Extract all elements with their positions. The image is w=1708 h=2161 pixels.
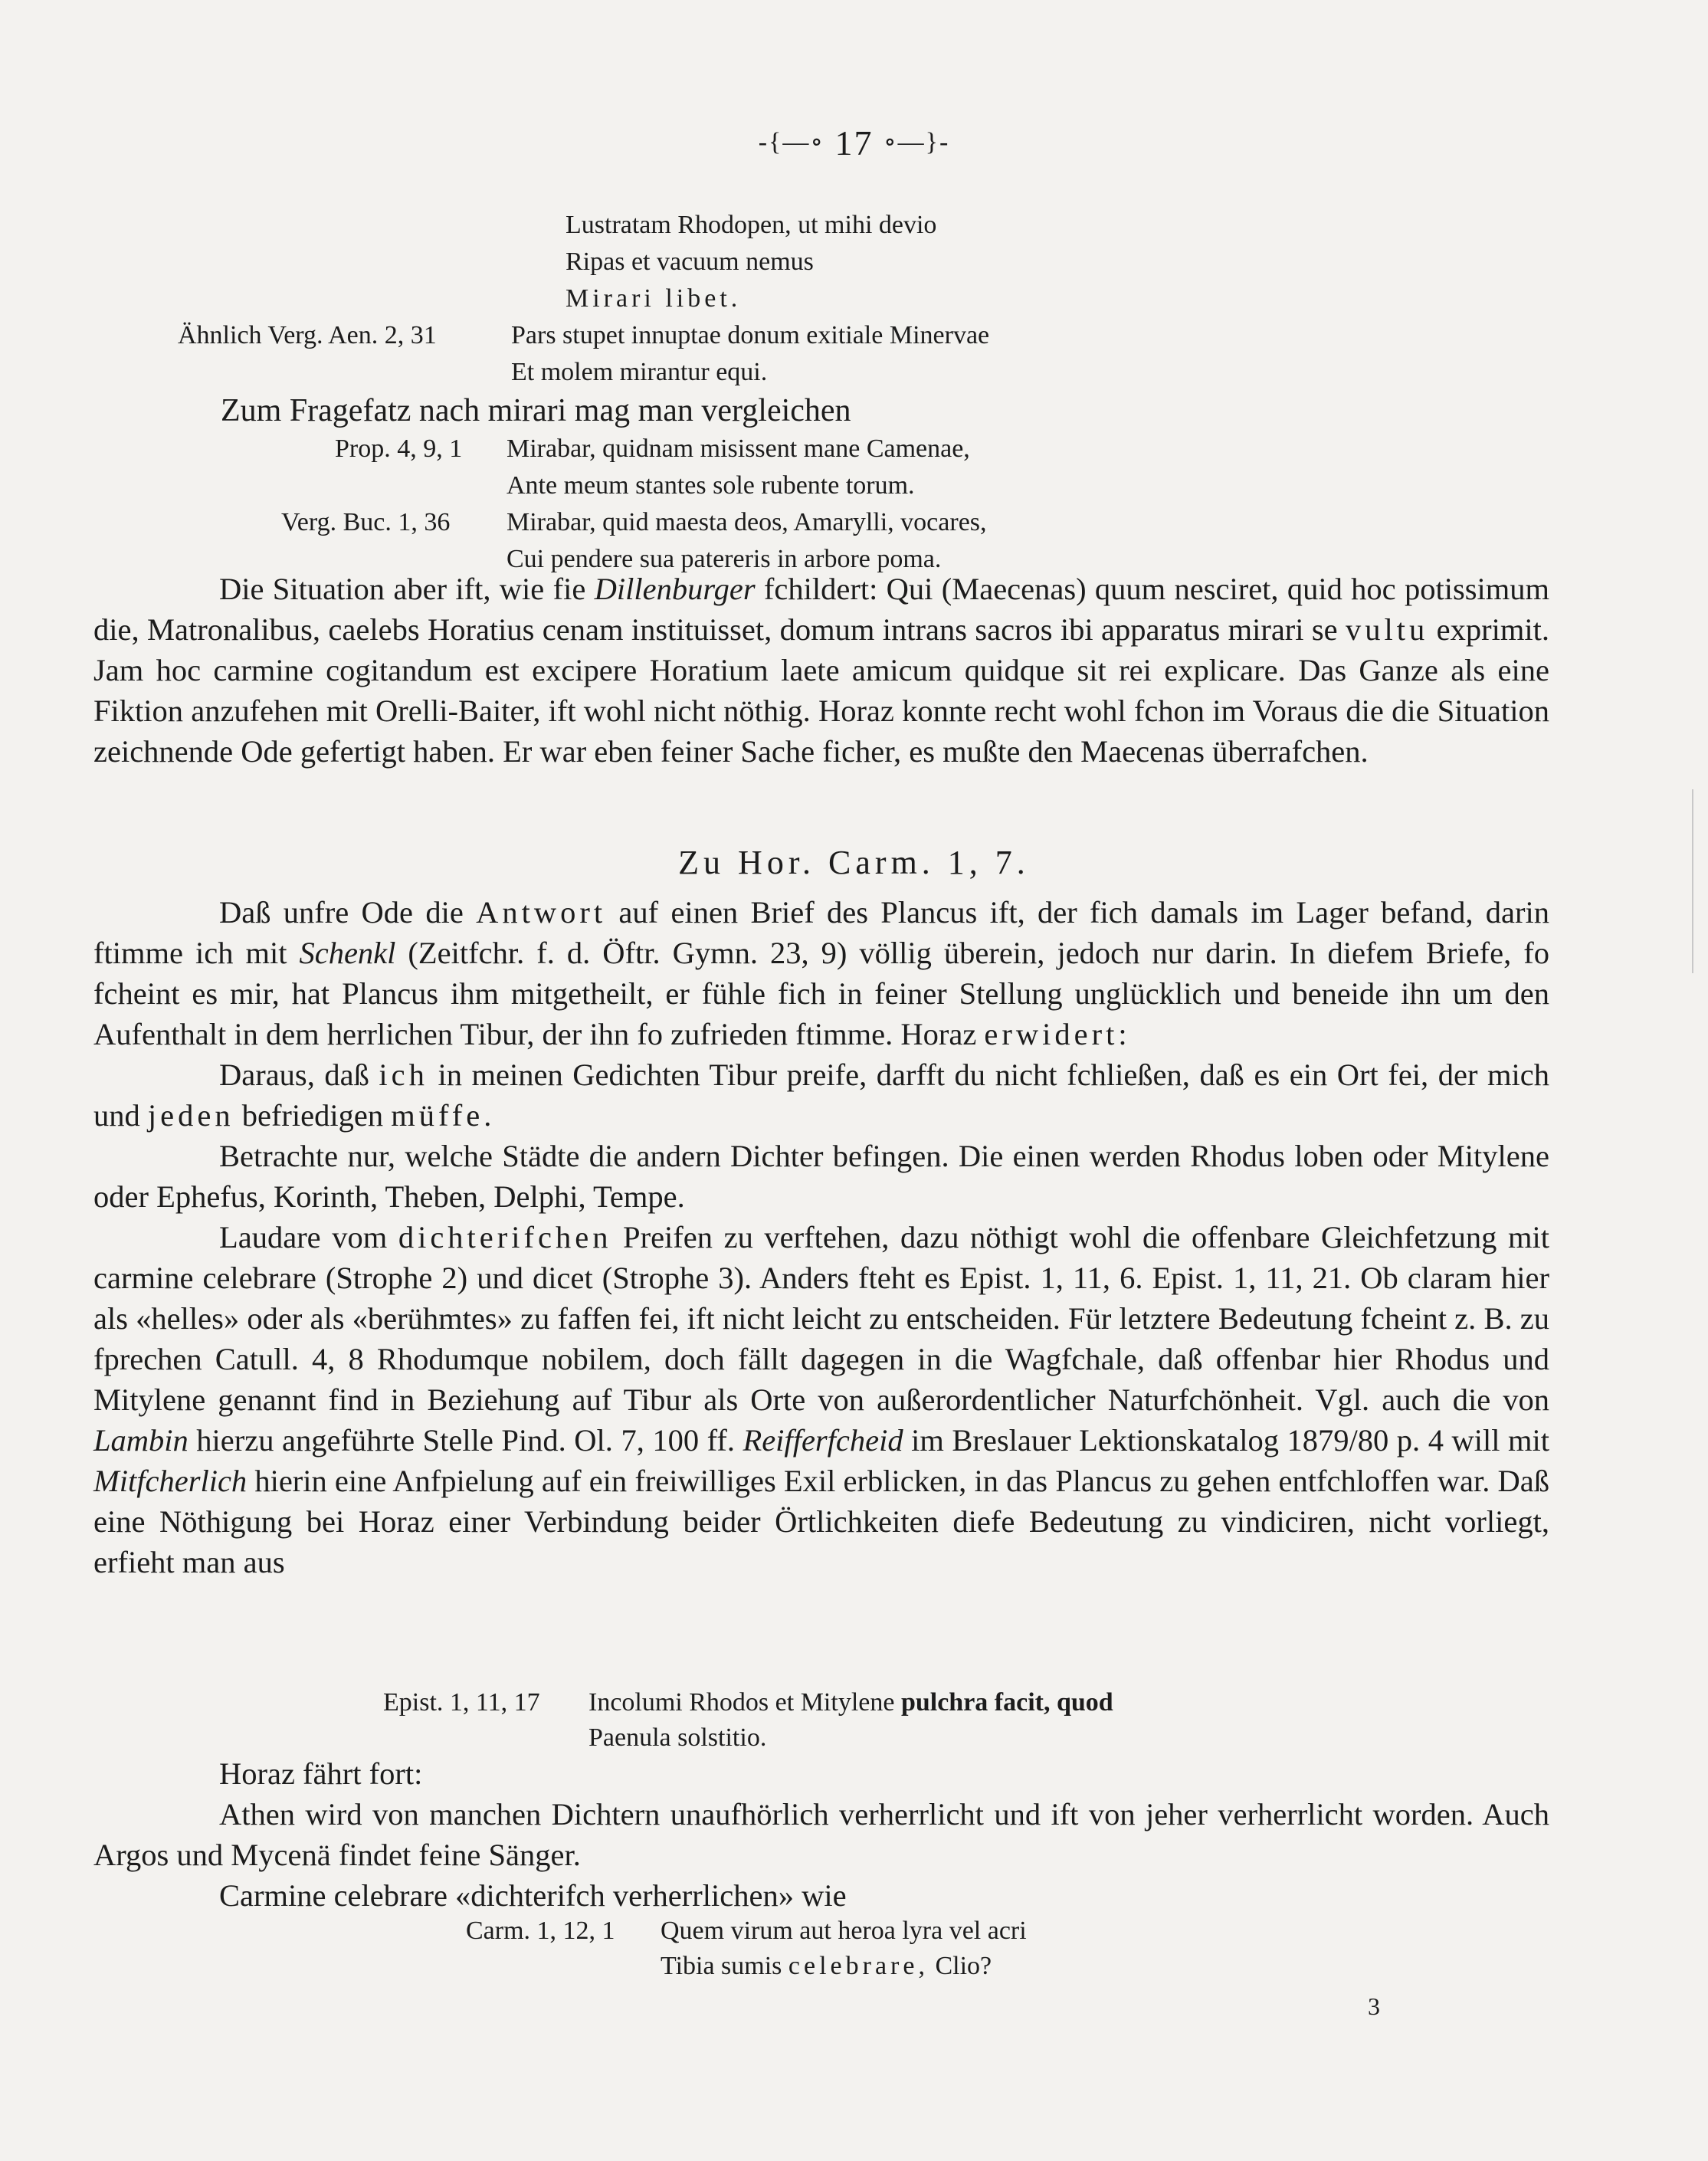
quote-line: Mirari libet. — [566, 284, 742, 313]
author-name: Reifferfcheid — [743, 1423, 903, 1458]
quote-line: Lustratam Rhodopen, ut mihi devio — [566, 211, 937, 239]
paragraph-group-2 — [93, 1753, 1549, 1916]
spaced-text: dichterifchen — [398, 1220, 612, 1254]
text: (Zeitfchr. f. d. Öftr. Gymn. 23, 9) völlig überein, jedoch nur darin. In diefem Briefe, fo fcheint es mir, hat Plancus ihm mitgetheilt, er fühle fich in feiner Stellung unglücklich und beneide ihn um den Aufenthalt in dem herrlichen Tibur, der ihn fo zufrieden ftimme. Horaz — [93, 936, 1549, 1051]
author-name: Schenkl — [299, 936, 396, 970]
citation-ref: Verg. Buc. 1, 36 — [281, 508, 451, 536]
paragraph: Horaz fährt fort: — [219, 1756, 423, 1791]
author-name: Lambin — [93, 1423, 189, 1458]
citation-ref: Prop. 4, 9, 1 — [335, 434, 463, 463]
paragraph-situation — [93, 569, 1549, 772]
spaced-text: vultu — [1346, 612, 1429, 647]
text: exprimit. Jam hoc carmine cogitandum est excipere Horatium laete amicum quidque sit rei explicare. Das Ganze als eine Fiktion anzufehen mit Orelli-Baiter, ift wohl nicht nöthig. Horaz konnte recht wohl fchon im Voraus die die Situation zeichnende Ode gefertigt haben. Er war eben feiner Sache ficher, es mußte den Maecenas überrafchen. — [93, 612, 1549, 769]
text: Tibia sumis — [661, 1952, 782, 1980]
text: Preifen zu verftehen, dazu nöthigt wohl die offenbare Gleichfetzung mit carmine celebrare (Strophe 2) und dicet (Strophe 3). Anders fteht es Epist. 1, 11, 6. Epist. 1, 11, 21. Ob claram hier als «helles» oder als «berühmtes» zu faffen fei, ift nicht leicht zu entscheiden. Für letztere Bedeutung fcheint z. B. zu fprechen Catull. 4, 8 Rhodumque nobilem, doch fällt dagegen in die Wagfchale, daß offenbar hier Rhodus und Mitylene genannt find in Beziehung auf Tibur als Orte von außerordentlicher Naturfchönheit. Vgl. auch die von — [93, 1220, 1550, 1417]
quote-line — [661, 1948, 992, 1985]
signature-mark: 3 — [1368, 1992, 1380, 2020]
margin-line — [1692, 789, 1693, 973]
spaced-text: erwidert: — [984, 1017, 1131, 1051]
section-title: Zu Hor. Carm. 1, 7. — [678, 844, 1030, 881]
spaced-text: Antwort — [476, 895, 607, 930]
text: Daß unfre Ode die — [219, 895, 477, 930]
citation-ref: Carm. 1, 12, 1 — [466, 1917, 615, 1945]
text: Incolumi Rhodos et Mitylene — [588, 1688, 895, 1717]
text: Clio? — [935, 1952, 992, 1980]
quote-line — [588, 1684, 1113, 1721]
paragraph — [93, 892, 1549, 1054]
paragraph — [93, 1217, 1549, 1582]
bold-text: pulchra facit, quod — [900, 1688, 1113, 1717]
quote-line: Et molem mirantur equi. — [511, 358, 768, 386]
text: hierin eine Anfpielung auf ein freiwilliges Exil erblicken, in das Plancus zu gehen entfchloffen war. Daß eine Nöthigung bei Horaz einer Verbindung beider Örtlichkeiten diefe Bedeutung zu vindiciren, nicht vorliegt, erfieht man aus — [93, 1464, 1549, 1579]
text: im Breslauer Lektionskatalog 1879/80 p. 4 will mit — [903, 1423, 1549, 1458]
text: auf einen Brief des Plancus ift, der fich damals im Lager befand, darin ftimme ich mit — [93, 895, 1550, 970]
quote-line: Cui pendere sua patereris in arbore poma. — [506, 545, 942, 573]
quote-line: Mirabar, quidnam misissent mane Camenae, — [506, 434, 970, 463]
page-header — [0, 123, 1708, 163]
quote-line: Paenula solstitio. — [588, 1723, 767, 1752]
page-number: 17 — [834, 123, 874, 162]
quote-line: Ripas et vacuum nemus — [566, 248, 814, 276]
paragraph: Betrachte nur, welche Städte die andern Dichter befingen. Die einen werden Rhodus loben oder Mitylene oder Ephefus, Korinth, Theben, Delphi, Tempe. — [93, 1139, 1549, 1214]
spaced-text: müffe. — [391, 1098, 496, 1133]
author-name: Dillenburger — [594, 572, 756, 606]
quote-line: Quem virum aut heroa lyra vel acri — [661, 1917, 1027, 1945]
citation-ref: Epist. 1, 11, 17 — [383, 1688, 540, 1717]
paragraph — [93, 1054, 1549, 1136]
zum-line: Zum Fragefatz nach mirari mag man vergleichen — [221, 393, 851, 428]
text: Laudare vom — [219, 1220, 398, 1254]
citation-ref: Ähnlich Verg. Aen. 2, 31 — [178, 321, 437, 349]
quote-line: Ante meum stantes sole rubente torum. — [506, 471, 915, 500]
paragraph-group — [93, 892, 1549, 1582]
spaced-text: ich — [379, 1058, 428, 1092]
text: Daraus, daß — [219, 1058, 379, 1092]
ornament-left: -{—∘ — [758, 128, 824, 156]
spaced-text: celebrare, — [788, 1952, 929, 1980]
ornament-right: ∘—}- — [884, 128, 950, 156]
text: befriedigen — [234, 1098, 392, 1133]
paragraph: Athen wird von manchen Dichtern unaufhörlich verherrlicht und ift von jeher verherrlicht worden. Auch Argos und Mycenä findet feine Sänger. — [93, 1797, 1549, 1872]
text: in meinen Gedichten Tibur preife, darfft du nicht fchließen, daß es ein Ort fei, der mich und — [93, 1058, 1549, 1133]
text: hierzu angeführte Stelle Pind. Ol. 7, 100 ff. — [188, 1423, 743, 1458]
text: fchildert: Qui (Maecenas) quum nesciret, quid hoc potissimum die, Matronalibus, caelebs Horatius cenam instituisset, domum intrans sacros ibi apparatus mirari se — [93, 572, 1549, 647]
author-name: Mitfcherlich — [93, 1464, 248, 1498]
paragraph: Carmine celebrare «dichterifch verherrlichen» wie — [219, 1878, 847, 1913]
quote-line: Mirabar, quid maesta deos, Amarylli, vocares, — [506, 508, 987, 536]
text: Die Situation aber ift, wie fie — [219, 572, 595, 606]
spaced-text: jeden — [147, 1098, 234, 1133]
quote-line: Pars stupet innuptae donum exitiale Minervae — [511, 321, 990, 349]
